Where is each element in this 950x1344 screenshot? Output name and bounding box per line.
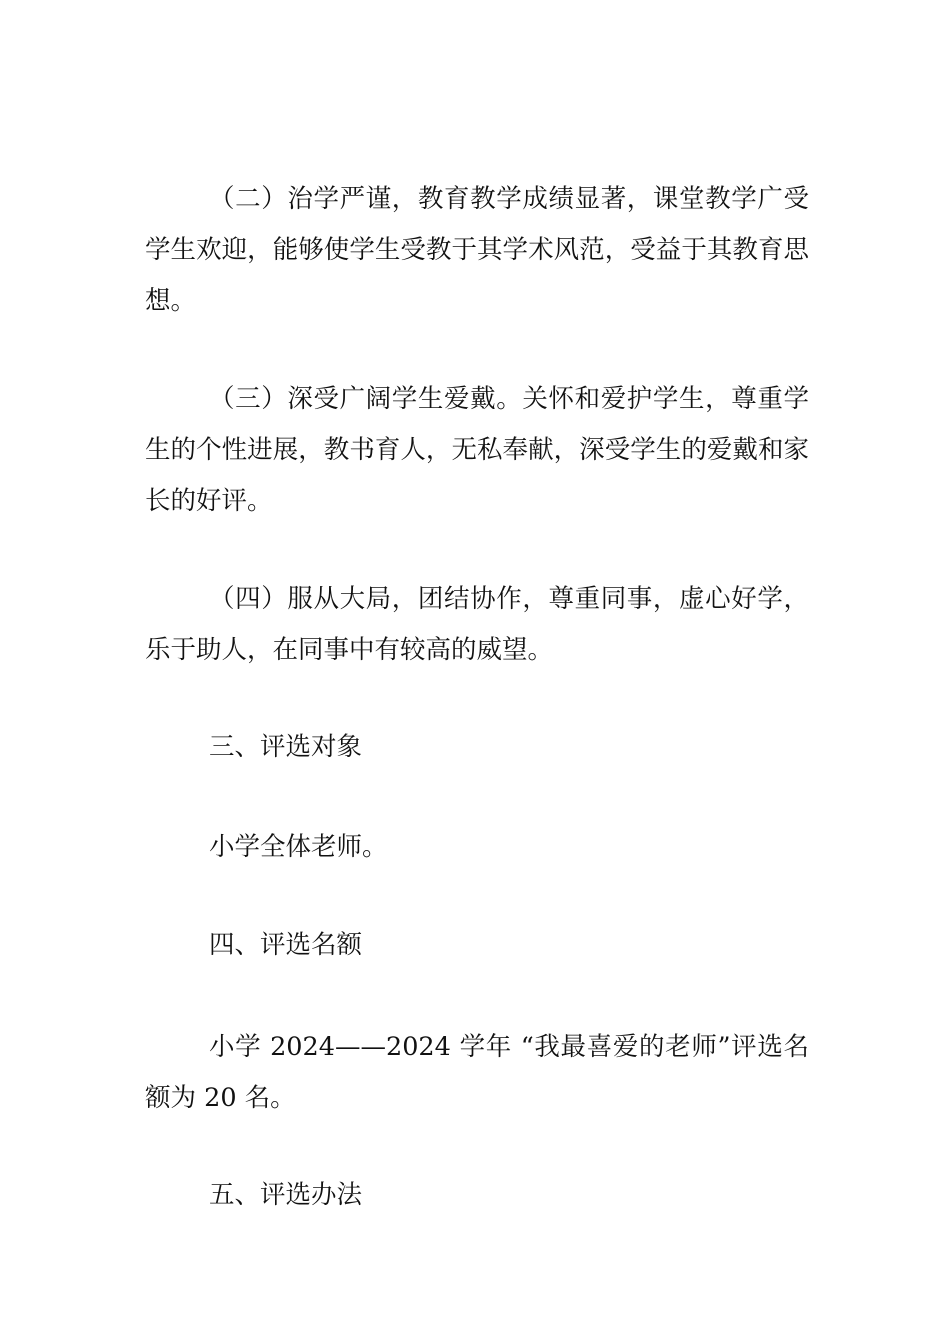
paragraph-criterion-4: （四）服从大局，团结协作，尊重同事，虚心好学，乐于助人，在同事中有较高的威望。: [145, 584, 809, 665]
section-heading-method: 五、评选办法: [209, 1180, 363, 1210]
paragraph-criterion-2: （二）治学严谨，教育教学成绩显著，课堂教学广受学生欢迎，能够使学生受教于其学术风范，受益于其教育思想。: [145, 184, 809, 316]
paragraph-criterion-3: （三）深受广阔学生爱戴。关怀和爱护学生，尊重学生的个性进展，教书育人，无私奉献，深受学生的爱戴和家长的好评。: [145, 384, 809, 516]
section-heading-evaluation-target: 三、评选对象: [209, 732, 363, 762]
section-heading-quota: 四、评选名额: [209, 930, 363, 960]
section-text-evaluation-target: 小学全体老师。: [209, 832, 388, 862]
section-text-quota: 小学 2024——2024 学年 “我最喜爱的老师”评选名额为 20 名。: [145, 1032, 809, 1113]
